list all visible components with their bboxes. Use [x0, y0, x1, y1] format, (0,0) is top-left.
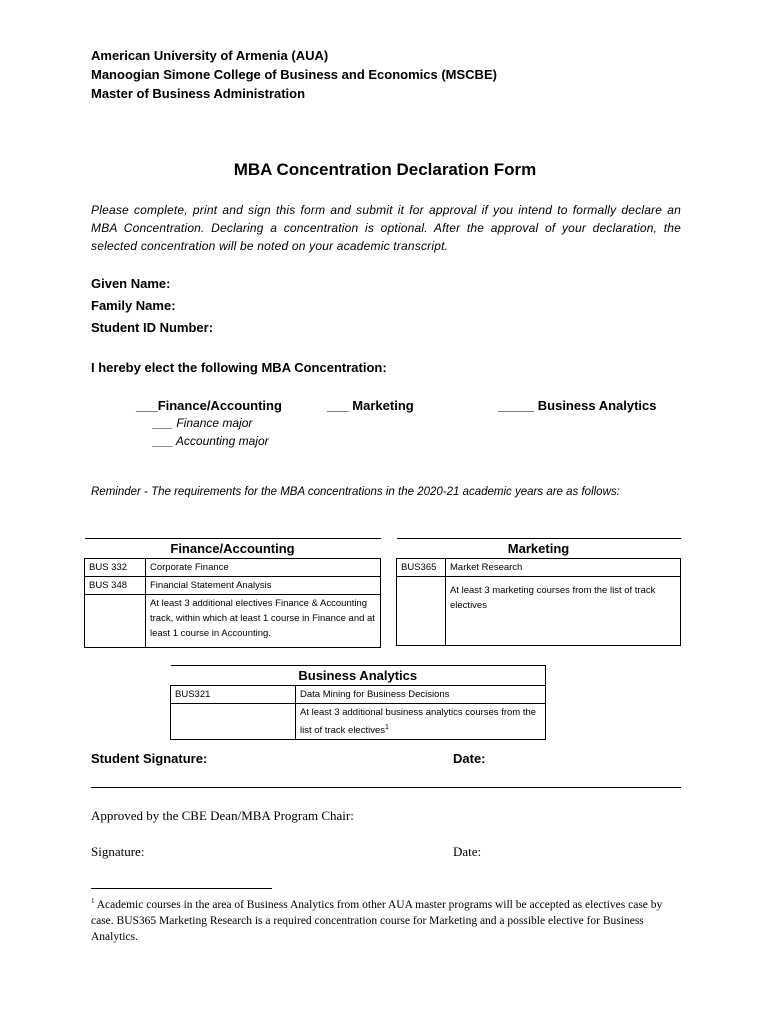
table-cell-code: BUS 348: [85, 577, 146, 595]
table-cell-course: Data Mining for Business Decisions: [296, 686, 546, 704]
approved-by-label: Approved by the CBE Dean/MBA Program Chair:: [91, 808, 354, 823]
table-cell-empty: [85, 595, 146, 648]
footnote: [91, 893, 681, 945]
table-cell-course: Market Research: [446, 559, 681, 577]
form-title: MBA Concentration Declaration Form: [233, 160, 537, 179]
family-name-field[interactable]: Family Name:: [91, 298, 176, 313]
marketing-table-heading: Marketing: [397, 539, 681, 559]
finance-table-note: At least 3 additional electives Finance & Accounting track, within which at least 1 course in Finance and at least 1 course in Accounting.: [146, 595, 381, 648]
university-name: American University of Armenia (AUA): [91, 48, 329, 63]
analytics-table-heading: Business Analytics: [171, 666, 546, 686]
table-cell-empty: [397, 577, 446, 646]
business-analytics-table: [170, 665, 546, 740]
marketing-table-note: At least 3 marketing courses from the list of track electives: [446, 577, 681, 646]
program-name: Master of Business Administration: [91, 86, 306, 101]
given-name-field[interactable]: Given Name:: [91, 276, 171, 291]
elect-label: I hereby elect the following MBA Concentration:: [91, 360, 387, 375]
option-business-analytics[interactable]: _____ Business Analytics: [498, 398, 657, 413]
analytics-table-note: At least 3 additional business analytics courses from the list of track electives: [300, 707, 537, 737]
footnote-divider: [91, 888, 272, 889]
table-cell-code: BUS321: [171, 686, 296, 704]
finance-table-heading: Finance/Accounting: [85, 539, 381, 559]
option-finance-major[interactable]: ___ Finance major: [153, 416, 253, 430]
analytics-table-note-cell: [296, 704, 546, 740]
approver-date-label: Date:: [453, 844, 482, 859]
student-signature-label: Student Signature:: [91, 751, 208, 766]
table-cell-course: Corporate Finance: [146, 559, 381, 577]
approver-signature-label: Signature:: [91, 844, 145, 859]
option-finance-accounting[interactable]: ___Finance/Accounting: [136, 398, 282, 413]
option-marketing[interactable]: ___ Marketing: [327, 398, 414, 413]
footnote-text: Academic courses in the area of Business Analytics from other AUA master programs will be accepted as electives case by case. BUS365 Marketing Research is a required concentration course for Marketing and a possible elective for Business Analytics.: [91, 898, 663, 943]
table-cell-code: BUS365: [397, 559, 446, 577]
reminder-text: Reminder - The requirements for the MBA concentrations in the 2020-21 academic years are as follows:: [91, 486, 620, 498]
table-cell-code: BUS 332: [85, 559, 146, 577]
option-accounting-major[interactable]: ___ Accounting major: [153, 434, 269, 448]
footnote-number: 1: [91, 897, 95, 905]
intro-text: Please complete, print and sign this form and submit it for approval if you intend to formally declare an MBA Concentration. Declaring a concentration is optional. After the approval of your declaration, the selected concentration will be noted on your academic transcript.: [91, 203, 681, 253]
finance-accounting-table: [84, 538, 381, 648]
student-id-field[interactable]: Student ID Number:: [91, 320, 214, 335]
college-name: Manoogian Simone College of Business and Economics (MSCBE): [91, 67, 497, 82]
signature-divider: [91, 787, 681, 788]
marketing-table: [396, 538, 681, 646]
date-label: Date:: [453, 751, 486, 766]
table-cell-empty: [171, 704, 296, 740]
footnote-mark: 1: [385, 724, 389, 731]
table-cell-course: Financial Statement Analysis: [146, 577, 381, 595]
